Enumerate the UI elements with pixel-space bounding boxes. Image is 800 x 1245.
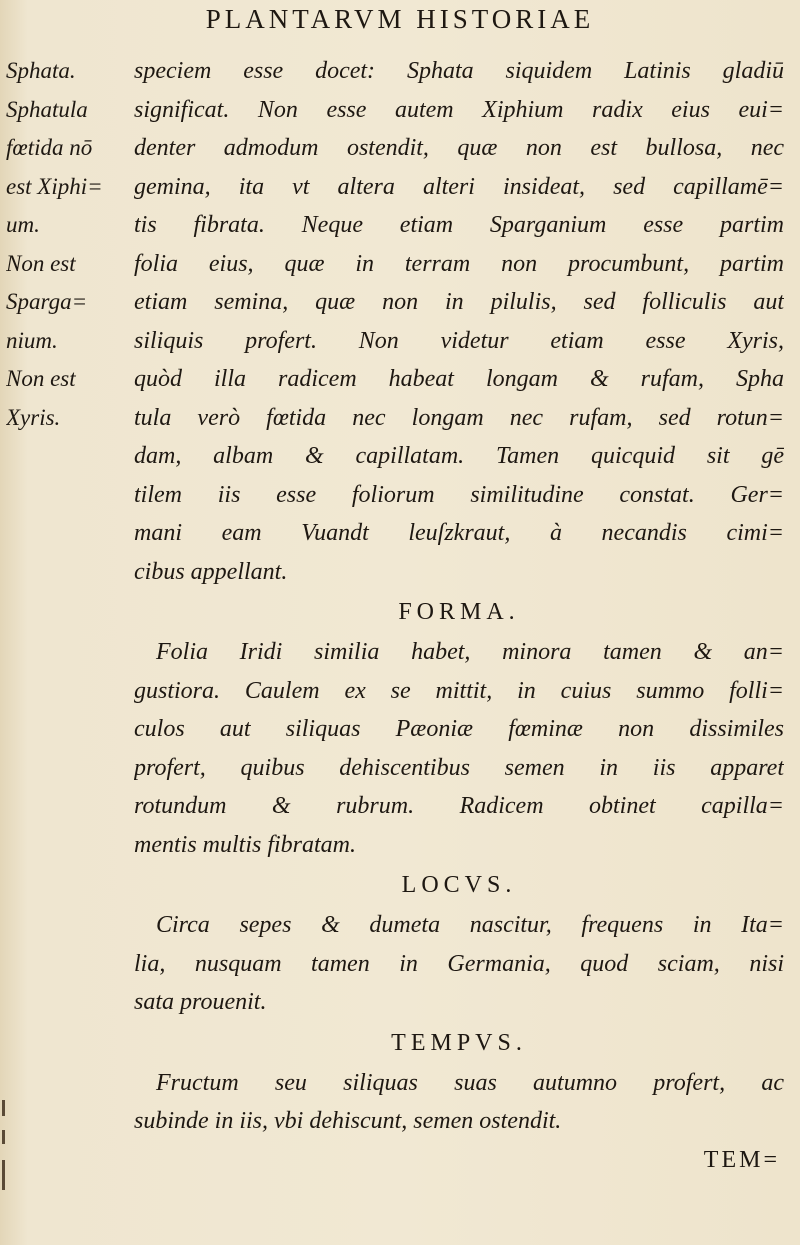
text-line: rotundum & rubrum. Radicem obtinet capilla= bbox=[134, 793, 784, 819]
binding-edge-mark bbox=[2, 1130, 5, 1144]
text-line: tilem iis esse foliorum similitudine constat. Ger= bbox=[134, 481, 784, 508]
text-line: quòd illa radicem habeat longam & rufam, Spha bbox=[134, 366, 784, 392]
main-text bbox=[134, 52, 784, 1179]
margin-note: est Xiphi= bbox=[6, 173, 103, 199]
text-line: subinde in iis, vbi dehiscunt, semen ostendit. bbox=[134, 1108, 562, 1134]
text-line: gemina, ita vt altera alteri insideat, sed capillamē= bbox=[134, 173, 784, 200]
binding-edge-mark bbox=[2, 1100, 5, 1116]
text-line: profert, quibus dehiscentibus semen in iis apparet bbox=[134, 754, 784, 781]
margin-note: Sphata. bbox=[6, 58, 76, 83]
section-heading-tempus: TEMPVS. bbox=[391, 1029, 527, 1056]
margin-note: Sphatula bbox=[6, 96, 88, 122]
text-line: siliquis profert. Non videtur etiam esse Xyris, bbox=[134, 327, 784, 354]
text-line: cibus appellant. bbox=[134, 558, 288, 585]
margin-note: Non est bbox=[6, 250, 76, 276]
margin-note: Non est bbox=[6, 366, 76, 391]
section-heading-forma: FORMA. bbox=[398, 599, 520, 625]
marginal-notes bbox=[6, 52, 126, 437]
margin-note: Xyris. bbox=[6, 404, 61, 430]
running-head: PLANTARVM HISTORIAE bbox=[205, 4, 595, 34]
text-line: mentis multis fibratam. bbox=[134, 831, 357, 858]
text-line: folia eius, quæ in terram non procumbunt, partim bbox=[134, 250, 784, 277]
margin-note: Sparga= bbox=[6, 289, 88, 314]
text-line: Fructum seu siliquas suas autumno profert, ac bbox=[156, 1069, 784, 1096]
text-line: tula verò fœtida nec longam nec rufam, sed rotun= bbox=[134, 404, 784, 431]
margin-note: um. bbox=[6, 212, 40, 237]
text-line: tis fibrata. Neque etiam Sparganium esse partim bbox=[134, 212, 784, 238]
text-line: mani eam Vuandt leuſzkraut, à necandis cimi= bbox=[134, 520, 784, 546]
section-heading-locus: LOCVS. bbox=[401, 872, 517, 898]
margin-note: fœtida nō bbox=[6, 135, 93, 160]
text-line: speciem esse docet: Sphata siquidem Latinis gladiū bbox=[134, 58, 784, 84]
text-line: significat. Non esse autem Xiphium radix eius eui= bbox=[134, 96, 784, 123]
text-line: Folia Iridi similia habet, minora tamen & an= bbox=[156, 639, 784, 665]
text-line: denter admodum ostendit, quæ non est bullosa, nec bbox=[134, 135, 784, 161]
text-line: sata prouenit. bbox=[134, 989, 267, 1015]
text-line: gustiora. Caulem ex se mittit, in cuius summo folli= bbox=[134, 677, 784, 704]
text-line: culos aut siliquas Pæoniæ fœminæ non dissimiles bbox=[134, 716, 784, 742]
text-line: Circa sepes & dumeta nascitur, frequens in Ita= bbox=[156, 912, 784, 938]
binding-edge-mark bbox=[2, 1160, 5, 1190]
margin-note: nium. bbox=[6, 327, 58, 353]
text-line: lia, nusquam tamen in Germania, quod sciam, nisi bbox=[134, 950, 784, 977]
text-line: etiam semina, quæ non in pilulis, sed folliculis aut bbox=[134, 289, 784, 315]
catchword: TEM= bbox=[703, 1146, 780, 1173]
text-line: dam, albam & capillatam. Tamen quicquid sit gē bbox=[134, 443, 784, 469]
